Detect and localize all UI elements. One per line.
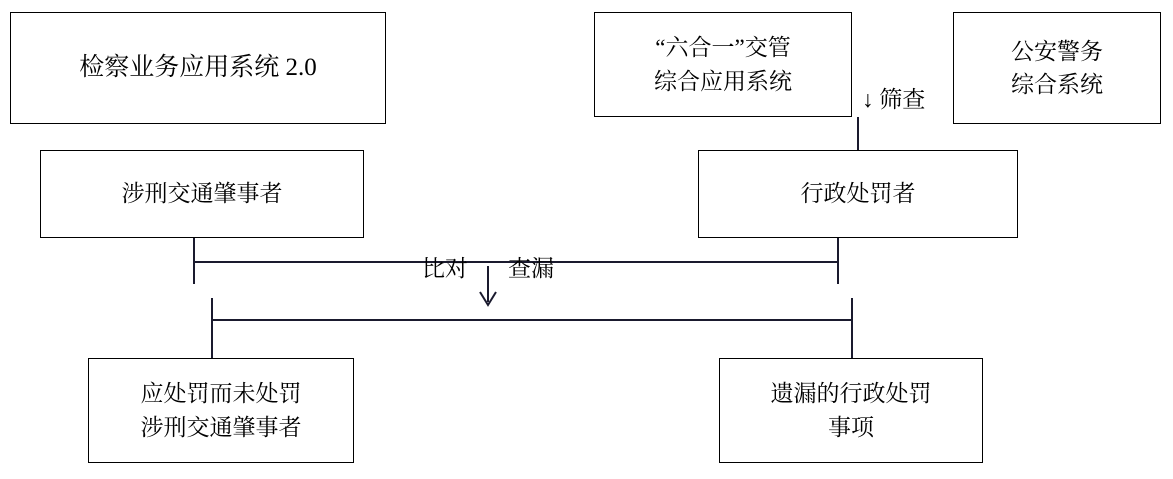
- node-unpunished-offender: [88, 358, 354, 463]
- node-criminal-offender: [40, 150, 364, 238]
- label-compare: 比对: [422, 256, 468, 281]
- node-police-system: [953, 12, 1161, 124]
- node-unpunished-line-2: 涉刑交通肇事者: [140, 414, 302, 440]
- node-omitted-line-1: 遗漏的行政处罚: [770, 381, 932, 407]
- node-police-line-2: 综合系统: [1011, 72, 1103, 97]
- node-admin-line-1: 行政处罚者: [800, 181, 916, 207]
- label-screening: ↓ 筛查: [862, 87, 926, 112]
- node-traffic-line-1: “六合一”交管: [655, 35, 791, 61]
- node-omitted-line-2: 事项: [828, 414, 874, 440]
- node-police-line-1: 公安警务: [1011, 38, 1103, 64]
- node-omitted-penalty-items: [719, 358, 983, 463]
- node-prosecution-line-1: 检察业务应用系统 2.0: [79, 53, 317, 81]
- node-administrative-penalty: [698, 150, 1018, 238]
- label-check-omission: 查漏: [508, 256, 554, 281]
- node-criminal-line-1: 涉刑交通肇事者: [121, 181, 283, 207]
- node-traffic-line-2: 综合应用系统: [654, 68, 792, 94]
- node-traffic-system: [594, 12, 852, 117]
- node-unpunished-line-1: 应处罚而未处罚: [140, 381, 302, 407]
- node-prosecution-system: [10, 12, 386, 124]
